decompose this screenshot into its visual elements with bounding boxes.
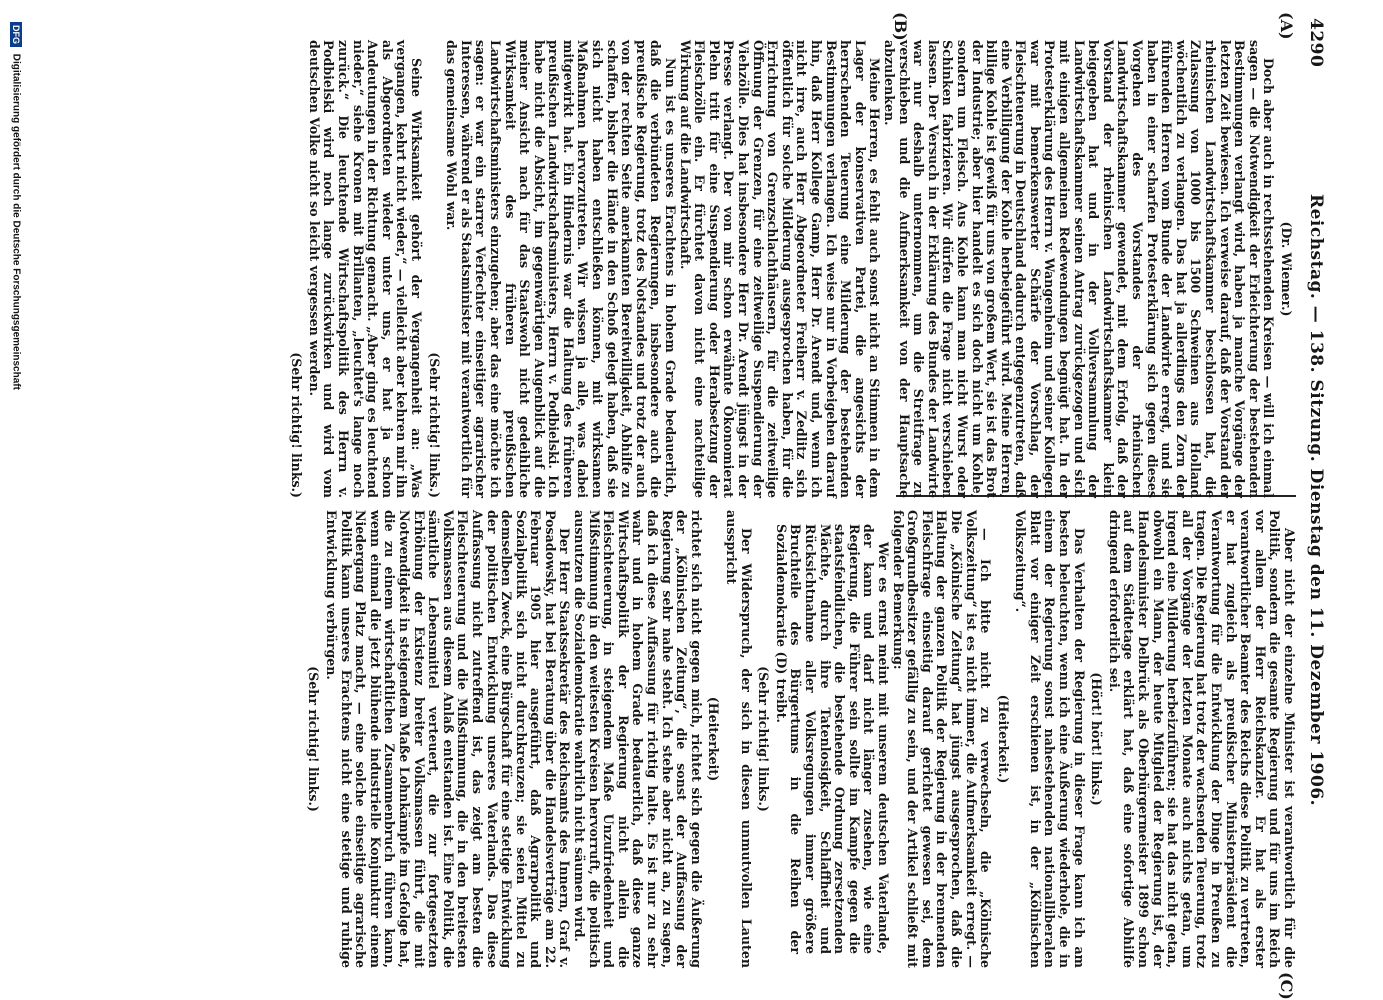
interjection: (Sehr richtig! links.) [756,666,772,812]
paragraph: Doch aber auch in rechtsstehenden Kreisen — will ich einmal sagen — die Notwendigkeit der Erleichterung der bestehenden Bestimmungen verlangt wird, haben ja manche Vorgänge der letzten Zeit bewiesen. Ich verweise darauf, daß der Vorstand der rheinischen Landwirtschaftskammer beschlossen hat, die Zulassung von 1000 bis 1500 Schweinen aus Holland wöchentlich zu verlangen. Das hat ja allerdings den Zorn der führenden Herren vom Bunde der Landwirte erregt, und sie haben in einer scharfen Protesterklärung sich gegen dieses Vorgehen des Vorstandes der rheinischen Landwirtschaftskammer gewendet, mit dem Erfolg, daß der Vorstand der rheinischen Landwirtschaftskammer klein beigegeben hat und in der Vollversammlung der Landwirtschaftskammer seinen Antrag zurückgezogen und sich mit einigen allgemeinen Redewendungen begnügt hat. In der Protesterklärung des Herrn v. Wangenheim und seiner Kollegen war mit bemerkenswerter Schärfe der Vorschlag, der Fleischteuerung in Deutschland dadurch entgegenzutreten, daß eine Verbilligung der Kohle herbeigeführt wird. Meine Herren, billige Kohle ist gewiß für uns von großem Wert, sie ist das Brot der Industrie; aber hier handelt es sich doch nicht um Kohle, sondern um Fleisch. Aus Kohle kann man nicht Wurst oder Schinken fabrizieren. Wir dürfen die Frage nicht verschieben lassen. Der Versuch in der Erklärung des Bundes der Landwirte war nur deshalb unternommen, um die Streitfrage zu verschieben und die Aufmerksamkeit von der Hauptsache abzulenken. [881,40,1277,498]
page-number: 4290 [1306,18,1326,68]
paragraph: Seine Wirksamkeit gehört der Vergangenheit an: „Was vergangen, kehrt nicht wieder,“ — vielleicht aber kehren mir ihn als Abgeordneten wieder unter uns, er hat ja schon Andeutungen in der Richtung gemacht. „Aber ging es leuchtend nieder,“ siehe Kronen mit Brillanten, „leuchtet's lange noch zurück.“ Die leuchtende Wirtschaftspolitik des Herrn v. Podbielski wird noch lange zurückwirken und wird vom deutschen Volke nicht so leicht vergessen werden. [306,40,424,498]
speaker-label: (Dr. Wiemer.) [1279,221,1294,317]
left-column [286,40,1296,498]
interjection: (Heiterkeit) [706,696,722,782]
footer-text: Digitalisierung gefördert durch die Deutsche Forschungsgemeinschaft [10,53,22,390]
interjection: (Hört! hört! links.) [1089,672,1105,806]
paragraph: Meine Herren, es fehlt auch sonst nicht an Stimmen in dem Lager der konservativen Partei, die angesichts der herrschenden Teuerung eine Milderung der bestehenden Bestimmungen verlangen. Ich weise nur in Vorbeigehen darauf hin, daß Herr Kollege Gamp, Herr Dr. Arendt und, wenn ich nicht irre, auch Herr Abgeordneter Freiherr v. Zedlitz sich öffentlich für solche Milderung ausgesprochen haben, für die Errichtung von Grenzschlachthäusern, für die zeitweilige Öffnung der Grenzen, für eine zeitweilige Suspendierung der Viehzölle. Dies hat insbesondere Herr Dr. Arendt jüngst in der Presse verlangt. Der von mir schon erwähnte Ökonomierat Plehn tritt für eine Suspendierung oder Herabsetzung der Fleischzölle ein. Er fürchtet davon nicht eine nachteilige Wirkung auf die Landwirtschaft. [677,40,883,498]
dfg-logo-icon: DFG [10,22,22,47]
block-quote: Wer es ernst meint mit unserem deutschen Vaterlande, der kann und darf nicht länger zusehen, wie eine Regierung, die Führer sein sollte im Kampfe gegen die staatsfeindlichen, die bestehende Ordnung zersetzenden Mächte, durch ihre Tatenlosigkeit, Schlaffheit und Rücksichtnahme aller Volksregungen immer größere Bruchteile des Bürgertums in die Reihen der Sozialdemokratie (D) treibt. [773,524,891,954]
paragraph: Der Widerspruch, der sich in diesen unmutvollen Lauten ausspricht [724,510,754,968]
interjection: (Heiterkeit.) [995,694,1011,784]
interjection: (Sehr richtig! links.) [306,666,322,812]
paragraph: — Ich bitte nicht zu verwechseln, die „Kölnische Volkszeitung“ ist es nicht immer, die Aufmerksamkeit erregt. — Die „Kölnische Zeitung“ hat jüngst ausgesprochen, daß die Haltung der ganzen Politik der Regierung in der brennenden Fleischfrage einseitig darauf gerichtet gewesen sei, dem Großgrundbesitzer gefällig zu sein, und der Artikel schließt mit folgender Bemerkung: [890,510,994,968]
paragraph: Nun ist es unseres Erachtens in hohem Grade bedauerlich, daß die verbündeten Regierungen, insbesondere auch die preußische Regierung, trotz des Notstandes und trotz der auch von der rechten Seite anerkannten Bereitwilligkeit, Abhilfe zu schaffen, bisher die Hände in den Schoß gelegt haben, daß sie sich nicht haben entschließen können, mit wirksamen Maßnahmen hervorzutreten. Wir wissen ja alle, was dabei mitgewirkt hat. Ein Hindernis war die Haltung des früheren preußischen Landwirtschaftsministers, Herrn v. Podbielski. Ich habe nicht die Absicht, im gegenwärtigen Augenblick auf die meiner Ansicht nach für das Staatswohl nicht gedeihliche Wirksamkeit des früheren preußischen Landwirtschaftsministers einzugehen; aber das eine möchte ich sagen: er war ein starrer Verfechter einseitiger agrarischer Interessen, während er als Staatsminister mit verantwortlich für das gemeinsame Wohl war. [444,40,679,498]
running-head [1298,18,1328,982]
interjection: (Sehr richtig! links.) [289,352,305,498]
margin-marker-c: (C) [1277,972,1296,1000]
margin-marker-b: (B) [891,12,910,41]
paragraph: Das Verhalten der Regierung in dieser Frage kann ich am besten beleuchten, wenn ich eine Äußerung wiederhole, die in einem der Regierung sonst nahestehenden nationalliberalen Blatt vor einiger Zeit erschienen ist, in der „Kölnischen Volkszeitung“. [1013,510,1087,968]
right-column [303,510,1296,968]
interjection: (Sehr richtig! links.) [426,352,442,498]
margin-marker-a: (A) [1277,12,1296,40]
running-title: Reichstag. — 138. Sitzung. Dienstag den 11. Dezember 1906. [1306,193,1326,807]
paragraph: Der Herr Staatssekretär des Reichsamts des Innern, Graf v. Posadowsky, hat bei Beratung über die Handelsverträge am 22. Februar 1905 hier ausgeführt, daß Agrarpolitik und Sozialpolitik sich nicht durchkreuzen; sie seien Mittel zu demselben Zweck, eine Bürgschaft für eine stetige Entwicklung der politischen Entwicklung unseres Vaterlands. Das diese Auffassung nicht zutreffend ist, das zeigt am besten die Fleischteuerung und die Mißstimmung, die in den breitesten Volksmassen aus diesem Anlaß entstanden ist. Eine Politik, die sämtliche Lebensmittel verteuert, die zur fortgesetzten Erhöhung der Existenz breiter Volksmassen führt, die mit Notwendigkeit in steigendem Maße Lohnkämpfe im Gefolge hat, die zu einem wirtschaftlichen Zusammenbruch führen kann, wenn einmal die jetzt blühende industrielle Konjunktur einem Niedergang Platz macht, — eine solche einseitige agrarische Politik kann unseres Erachtens nicht eine stetige und ruhige Entwicklung verbürgen. [324,510,573,968]
paragraph: Aber nicht der einzelne Minister ist verantwortlich für die Politik, sondern die gesamte Regierung und für uns im Reich vor allem der Herr Reichskanzler. Er hat als erster verantwortlicher Beamter des Reichs diese Politik zu vertreten, er hat zugleich als preußischer Ministerpräsident die Verantwortung für die Entwicklung der Dinge in Preußen zu tragen. Die Regierung hat trotz der wachsenden Teuerung, trotz all der Vorgänge der letzten Monate auch nichts getan, um irgend eine Milderung herbeizuführen; sie hat das nicht getan, obwohl ein Mann, der heute Mitglied der Regierung ist, der Handelsminister Delbrück als Oberbürgermeister 1899 schon auf dem Städtetage erklärt hat, daß eine sofortige Abhilfe dringend erforderlich sei. [1106,510,1297,968]
paragraph: richtet sich nicht gegen mich, richtet sich gegen die Äußerung der „Kölnischen Zeitung“, die sonst der Auffassung der Regierung sehr nahe steht. Ich stehe aber nicht an, zu sagen, daß ich diese Auffassung für richtig halte. Es ist nur zu sehr wahr und in hohem Grade bedauerlich, daß diese ganze Wirtschaftspolitik der Regierung nicht allein die Fleischteuerung, in steigendem Maße Unzufriedenheit und Mißstimmung in den weitesten Kreisen hervorruft, die politisch ausnutzen die Sozialdemokratie wahrlich nicht säumen wird. [572,510,704,968]
digitization-footer [10,22,22,978]
